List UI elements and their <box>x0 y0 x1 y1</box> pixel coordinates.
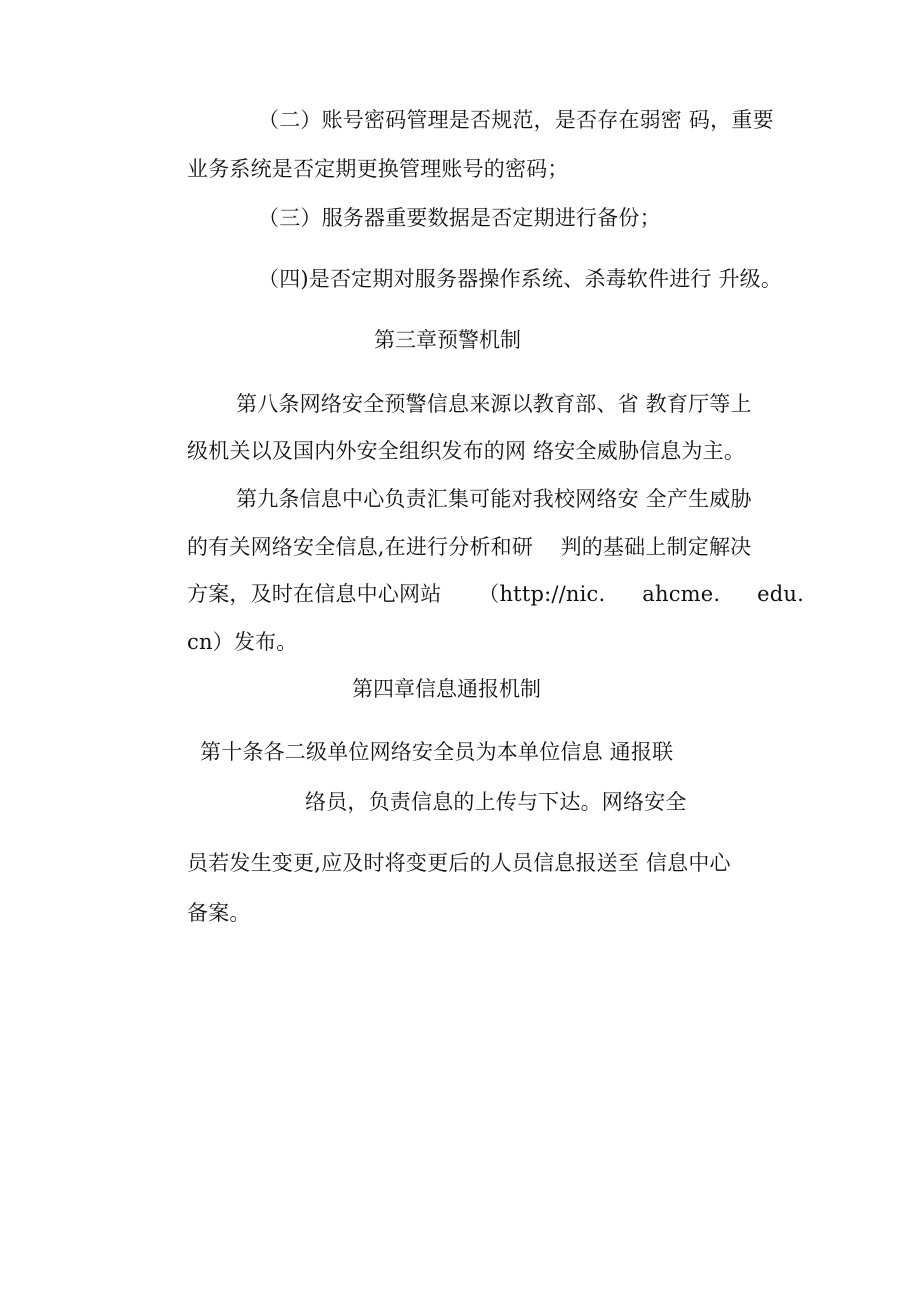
article-line: 第九条信息中心负责汇集可能对我校网络安 全产生威胁 <box>236 487 752 511</box>
article-line: 员若发生变更,应及时将变更后的人员信息报送至 信息中心 <box>187 851 731 875</box>
article-line: 第八条网络安全预警信息来源以教育部、省 教育厅等上 <box>236 392 752 416</box>
article-line: 第十条各二级单位网络安全员为本单位信息 通报联 <box>200 740 674 764</box>
article-line: 备案。 <box>187 901 251 925</box>
url-part: ahcme. <box>642 582 721 606</box>
paragraph-line: （二）账号密码管理是否规范，是否存在弱密 码，重要 <box>258 108 774 132</box>
paragraph-line: （四)是否定期对服务器操作系统、杀毒软件进行 升级。 <box>258 267 783 291</box>
article-line: cn）发布。 <box>187 630 298 654</box>
chapter-heading: 第四章信息通报机制 <box>352 677 541 701</box>
article-line: 络员，负责信息的上传与下达。网络安全 <box>305 790 687 814</box>
paragraph-line: 业务系统是否定期更换管理账号的密码； <box>187 157 569 181</box>
chapter-heading: 第三章预警机制 <box>374 328 521 352</box>
url-part: （http://nic. <box>478 582 606 606</box>
url-part: edu. <box>757 582 804 606</box>
article-line: 级机关以及国内外安全组织发布的网 络安全威胁信息为主。 <box>187 439 746 463</box>
article-line: 的有关网络安全信息,在进行分析和研 判的基础上制定解决 <box>187 535 752 559</box>
paragraph-line: （三）服务器重要数据是否定期进行备份； <box>258 206 661 230</box>
article-line <box>187 580 804 608</box>
article-text: 方案，及时在信息中心网站 <box>187 582 442 606</box>
